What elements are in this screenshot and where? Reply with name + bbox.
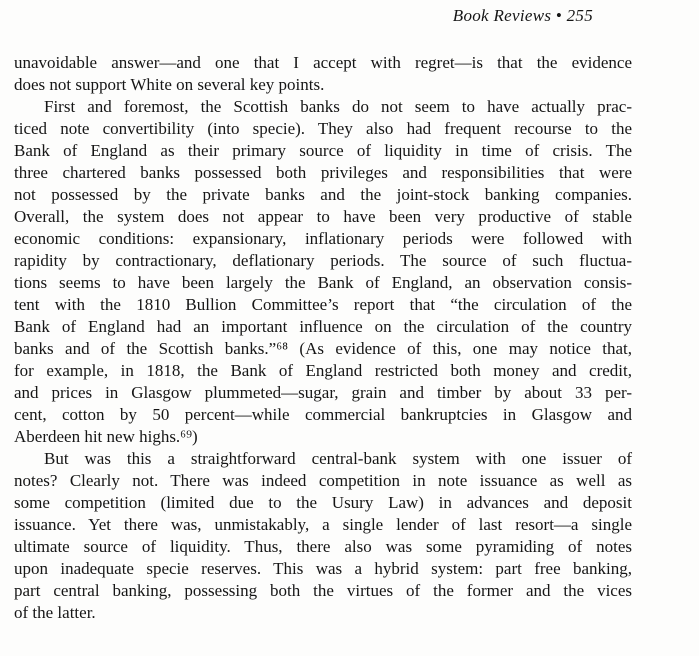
text-line: economic conditions: expansionary, inflationary periods were followed with [14,229,632,248]
text-line: unavoidable answer—and one that I accept with regret—is that the evidence [14,53,632,72]
text-line: ultimate source of liquidity. Thus, there also was some pyramiding of notes [14,537,632,556]
paragraph [14,448,632,624]
text-line: notes? Clearly not. There was indeed competition in note issuance as well as [14,471,632,490]
text-line: banks and of the Scottish banks.”⁶⁸ (As evidence of this, one may notice that, [14,339,632,358]
text-line: tions seems to have been largely the Bank of England, an observation consis- [14,273,632,292]
body-text [14,52,632,624]
text-line: ticed note convertibility (into specie). They also had frequent recourse to the [14,119,632,138]
text-line: Overall, the system does not appear to have been very productive of stable [14,207,632,226]
text-line: not possessed by the private banks and the joint-stock banking companies. [14,185,632,204]
text-line: cent, cotton by 50 percent—while commercial bankruptcies in Glasgow and [14,405,632,424]
text-line: issuance. Yet there was, unmistakably, a single lender of last resort—a single [14,515,632,534]
text-line: of the latter. [14,603,96,622]
text-line: does not support White on several key points. [14,75,325,94]
text-line: But was this a straightforward central-bank system with one issuer of [44,449,632,468]
paragraph [14,96,632,448]
text-line: First and foremost, the Scottish banks do not seem to have actually prac- [44,97,632,116]
paragraph [14,52,632,96]
text-line: part central banking, possessing both the virtues of the former and the vices [14,581,632,600]
text-line: Bank of England as their primary source of liquidity in time of crisis. The [14,141,632,160]
text-line: Aberdeen hit new highs.⁶⁹) [14,427,198,446]
text-line: tent with the 1810 Bullion Committee’s report that “the circulation of the [14,295,632,314]
text-line: upon inadequate specie reserves. This was a hybrid system: part free banking, [14,559,632,578]
text-line: three chartered banks possessed both privileges and responsibilities that were [14,163,632,182]
running-head: Book Reviews • 255 [452,6,593,25]
text-line: some competition (limited due to the Usury Law) in advances and deposit [14,493,632,512]
text-line: rapidity by contractionary, deflationary periods. The source of such fluctua- [14,251,632,270]
text-line: and prices in Glasgow plummeted—sugar, grain and timber by about 33 per- [14,383,632,402]
text-line: Bank of England had an important influence on the circulation of the country [14,317,632,336]
text-line: for example, in 1818, the Bank of England restricted both money and credit, [14,361,632,380]
